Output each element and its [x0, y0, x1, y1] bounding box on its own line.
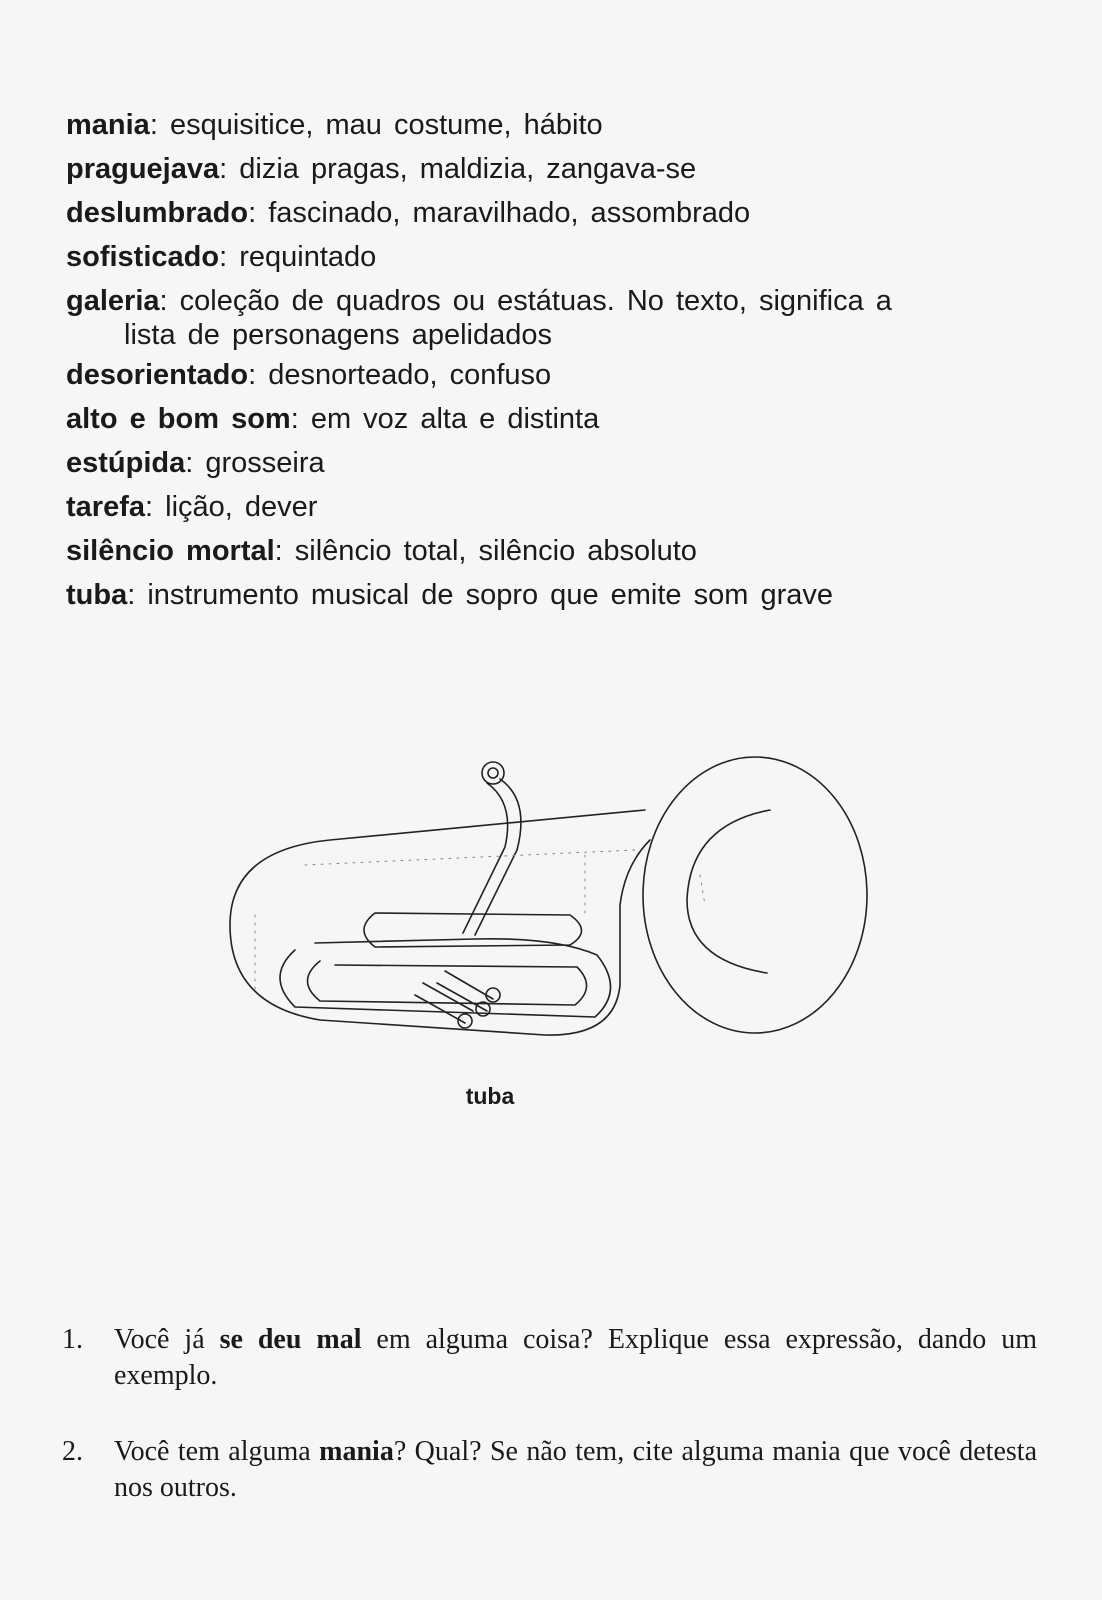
glossary-term: mania — [66, 109, 150, 141]
question-item — [62, 1434, 1037, 1506]
glossary-term: alto e bom som — [66, 403, 291, 435]
glossary-entry: estúpida: grosseira — [66, 447, 325, 479]
glossary-definition: dizia pragas, maldizia, zangava-se — [239, 153, 697, 185]
glossary-definition: silêncio total, silêncio absoluto — [294, 535, 697, 567]
glossary-term: praguejava — [66, 153, 220, 185]
glossary-term: deslumbrado — [66, 197, 249, 229]
question-highlight: se deu mal — [219, 1324, 362, 1355]
glossary-definition: grosseira — [205, 447, 325, 479]
glossary-term: galeria — [66, 285, 160, 317]
glossary-definition: instrumento musical de sopro que emite som grave — [147, 579, 833, 611]
glossary-definition: em voz alta e distinta — [310, 403, 600, 435]
question-text — [114, 1322, 1037, 1394]
glossary-entry: praguejava: dizia pragas, maldizia, zangava-se — [66, 153, 697, 185]
tuba-loop-inner — [308, 961, 587, 1005]
question-text-part: Você tem alguma — [114, 1436, 320, 1467]
glossary-definition: requintado — [239, 241, 377, 273]
glossary-entry: mania: esquisitice, mau costume, hábito — [66, 109, 603, 141]
glossary-entry: galeria: coleção de quadros ou estátuas. No texto, significa a lista de personagens apelidados — [66, 279, 1036, 353]
glossary-entry: sofisticado: requintado — [66, 241, 377, 273]
glossary-entry: alto e bom som: em voz alta e distinta — [66, 403, 600, 435]
glossary-list — [66, 103, 1036, 617]
tuba-bell — [643, 757, 867, 1033]
question-highlight: mania — [319, 1436, 394, 1467]
question-item — [62, 1322, 1037, 1394]
glossary-term: tarefa — [66, 491, 145, 523]
tuba-body — [230, 810, 650, 1035]
question-text-part: em alguma coisa? Explique essa expressão, dando um exemplo. — [114, 1324, 1037, 1391]
glossary-entry: deslumbrado: fascinado, maravilhado, assombrado — [66, 197, 751, 229]
glossary-term: desorientado — [66, 359, 249, 391]
tuba-valves — [415, 971, 500, 1028]
glossary-definition: desnorteado, confuso — [268, 359, 552, 391]
tuba-figure — [225, 755, 895, 1055]
glossary-term: silêncio mortal — [66, 535, 275, 567]
question-number: 2. — [62, 1436, 83, 1467]
tuba-mouthpiece — [482, 762, 504, 784]
glossary-term: tuba — [66, 579, 128, 611]
glossary-definition: coleção de quadros ou estátuas. No texto, significa a — [179, 285, 892, 317]
glossary-term: estúpida — [66, 447, 186, 479]
question-text — [114, 1434, 1037, 1506]
glossary-term: sofisticado — [66, 241, 220, 273]
glossary-entry: desorientado: desnorteado, confuso — [66, 359, 552, 391]
tuba-illustration-icon — [225, 755, 895, 1055]
figure-caption: tuba — [465, 1083, 515, 1109]
question-number: 1. — [62, 1324, 83, 1355]
question-text-part: Você já — [114, 1324, 220, 1355]
glossary-entry: tarefa: lição, dever — [66, 491, 318, 523]
question-text-part: ? Qual? Se não tem, cite alguma mania que você detesta nos outros. — [114, 1436, 1037, 1503]
glossary-definition-continued: lista de personagens apelidados — [124, 319, 552, 351]
glossary-definition: fascinado, maravilhado, assombrado — [268, 197, 751, 229]
questions-list — [62, 1322, 1037, 1546]
glossary-definition: lição, dever — [165, 491, 318, 523]
glossary-entry: silêncio mortal: silêncio total, silêncio absoluto — [66, 535, 697, 567]
glossary-definition: esquisitice, mau costume, hábito — [169, 109, 603, 141]
glossary-entry: tuba: instrumento musical de sopro que emite som grave — [66, 579, 833, 611]
